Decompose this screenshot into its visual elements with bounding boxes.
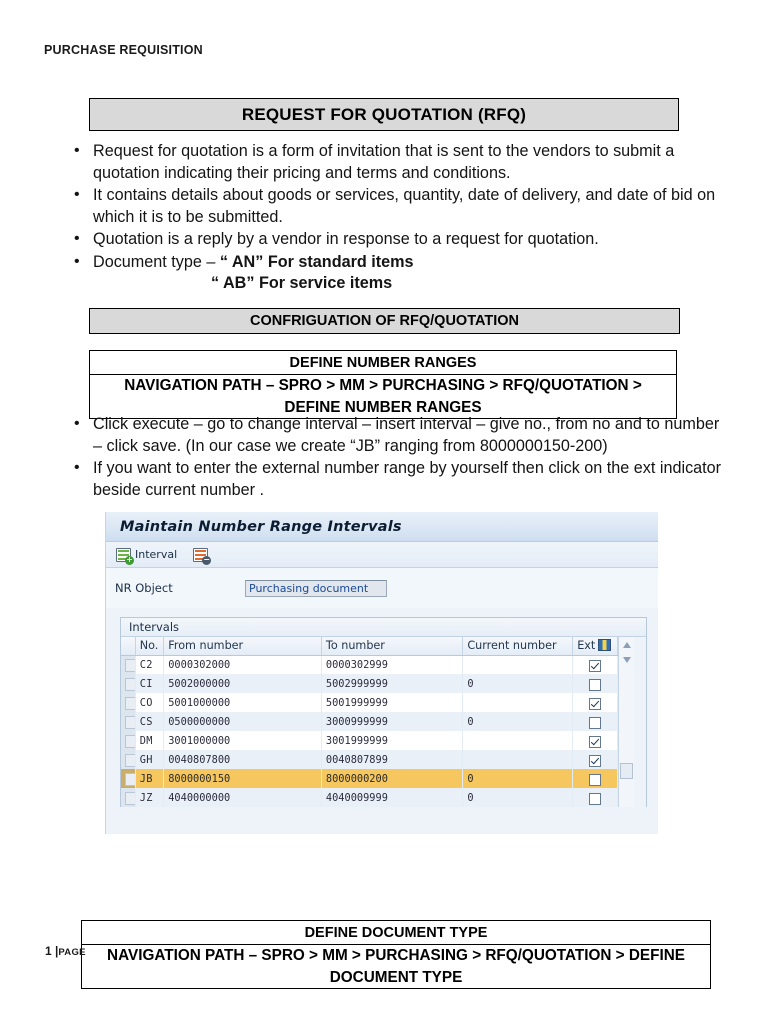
table-row[interactable] [121,712,618,731]
cell-ext-checkbox[interactable] [573,712,618,731]
table-row[interactable] [121,731,618,750]
column-header-ext-label: Ext [577,639,596,653]
cell-from-number[interactable]: 5002000000 [164,674,322,693]
page-footer [45,944,86,958]
decorative-rule-right [536,374,676,375]
minus-badge-icon: − [203,555,210,564]
sap-title-bar [106,512,658,542]
cell-current-number[interactable] [463,731,573,750]
table-header-row [121,637,618,655]
decorative-rule-left [82,944,270,945]
decorative-rule-right [512,944,710,945]
insert-interval-label: Interval [135,548,178,561]
navbox-title: DEFINE DOCUMENT TYPE [304,925,488,941]
sap-toolbar [106,542,658,568]
cell-from-number[interactable]: 0040807800 [164,750,322,769]
plus-badge-icon: + [126,555,133,564]
table-settings-icon[interactable] [598,639,611,651]
cell-from-number[interactable]: 5001000000 [164,693,322,712]
checkbox-unchecked-icon[interactable] [589,774,601,786]
cell-current-number[interactable]: 0 [463,674,573,693]
cell-to-number[interactable]: 0000302999 [321,655,462,674]
cell-no[interactable]: GH [135,750,163,769]
cell-current-number[interactable]: 0 [463,712,573,731]
section-banner-configuration: CONFRIGUATION OF RFQ/QUOTATION [89,308,680,334]
row-select-cell[interactable] [121,693,135,712]
checkbox-checked-icon[interactable] [589,660,601,672]
navbox-path-line-1: NAVIGATION PATH – SPRO > MM > PURCHASING > RFQ/QUOTATION > [90,374,676,397]
cell-ext-checkbox[interactable] [573,655,618,674]
list-item: • If you want to enter the external number range by yourself then click on the ext indicator beside current number . [66,458,728,501]
sap-window-title: Maintain Number Range Intervals [120,518,402,535]
cell-ext-checkbox[interactable] [573,769,618,788]
cell-to-number[interactable]: 5002999999 [321,674,462,693]
row-select-cell[interactable] [121,750,135,769]
checkbox-unchecked-icon[interactable] [589,679,601,691]
cell-ext-checkbox[interactable] [573,750,618,769]
table-row[interactable] [121,769,618,788]
list-item: • It contains details about goods or services, quantity, date of delivery, and date of bid on which it is to be submitted. [66,185,726,228]
column-header-ext[interactable] [573,637,618,655]
cell-current-number[interactable]: 0 [463,788,573,807]
row-select-cell[interactable] [121,731,135,750]
checkbox-unchecked-icon[interactable] [589,793,601,805]
navbox-title: DEFINE NUMBER RANGES [289,355,477,371]
grid-vertical-scrollbar[interactable] [618,637,634,807]
cell-no[interactable]: CS [135,712,163,731]
cell-from-number[interactable]: 4040000000 [164,788,322,807]
cell-to-number[interactable]: 8000000200 [321,769,462,788]
row-select-box [125,792,135,805]
navbox-path-line-2: DEFINE NUMBER RANGES [284,398,482,416]
list-item-document-type [66,252,726,295]
intervals-panel-caption: Intervals [121,618,646,637]
table-row[interactable] [121,655,618,674]
checkbox-checked-icon[interactable] [589,736,601,748]
rfq-bullet-list [66,141,726,296]
nr-object-label: NR Object [115,581,173,595]
table-row[interactable] [121,750,618,769]
list-item: • Quotation is a reply by a vendor in response to a request for quotation. [66,229,726,251]
row-select-box [125,716,135,729]
row-select-box [125,659,135,672]
cell-no[interactable]: CO [135,693,163,712]
navigation-path-box-number-ranges [89,350,677,419]
cell-ext-checkbox[interactable] [573,693,618,712]
scroll-down-arrow-icon[interactable] [619,652,634,667]
checkbox-checked-icon[interactable] [589,755,601,767]
intervals-grid [121,637,618,807]
cell-ext-checkbox[interactable] [573,731,618,750]
delete-interval-button[interactable] [193,548,208,562]
table-row[interactable] [121,674,618,693]
row-select-box [125,773,135,786]
list-item: • Click execute – go to change interval – insert interval – give no., from no and to number – click save. (In our case we create “JB” ranging from 8000000150-200) [66,414,728,457]
cell-from-number[interactable]: 3001000000 [164,731,322,750]
row-select-cell[interactable] [121,769,135,788]
navbox-path-line-2: DOCUMENT TYPE [329,968,463,986]
cell-from-number[interactable]: 8000000150 [164,769,322,788]
document-type-lead: Document type – [93,252,220,271]
cell-no[interactable]: DM [135,731,163,750]
row-select-box [125,697,135,710]
sap-screenshot-maintain-number-range-intervals [105,512,658,834]
cell-to-number[interactable]: 0040807899 [321,750,462,769]
row-select-cell[interactable] [121,674,135,693]
row-select-cell[interactable] [121,655,135,674]
steps-bullet-list [66,414,728,502]
decorative-rule-left [90,374,250,375]
column-header-from-number[interactable]: From number [164,637,322,655]
insert-interval-button[interactable] [116,548,177,562]
page-label: PAGE [58,947,86,958]
scroll-up-arrow-icon[interactable] [619,637,634,652]
navigation-path-box-document-type [81,920,711,989]
scrollbar-thumb[interactable] [620,763,633,779]
cell-from-number[interactable]: 0000302000 [164,655,322,674]
intervals-table [121,637,618,807]
cell-current-number[interactable]: 0 [463,769,573,788]
sap-form-area [106,568,658,608]
cell-to-number[interactable]: 3000999999 [321,712,462,731]
cell-from-number[interactable]: 0500000000 [164,712,322,731]
row-select-box [125,735,135,748]
nr-object-input[interactable]: Purchasing document [245,580,387,597]
cell-to-number[interactable]: 4040009999 [321,788,462,807]
page-number: 1 | [45,944,59,958]
checkbox-checked-icon[interactable] [589,698,601,710]
cell-current-number[interactable] [463,693,573,712]
intervals-grid-wrapper [121,637,646,807]
document-type-an: “ AN” For standard items [219,252,414,271]
cell-ext-checkbox[interactable] [573,788,618,807]
cell-no[interactable]: JB [135,769,163,788]
cell-no[interactable]: CI [135,674,163,693]
row-select-cell[interactable] [121,788,135,807]
select-all-header[interactable] [121,637,135,655]
intervals-table-body [121,655,618,807]
cell-current-number[interactable] [463,655,573,674]
insert-interval-icon [116,548,131,562]
column-header-no[interactable]: No. [135,637,163,655]
checkbox-unchecked-icon[interactable] [589,717,601,729]
cell-current-number[interactable] [463,750,573,769]
navbox-path-line-1: NAVIGATION PATH – SPRO > MM > PURCHASING > RFQ/QUOTATION > DEFINE [82,944,710,967]
section-banner-rfq: REQUEST FOR QUOTATION (RFQ) [89,98,679,131]
cell-no[interactable]: JZ [135,788,163,807]
row-select-box [125,678,135,691]
cell-ext-checkbox[interactable] [573,674,618,693]
column-header-current-number[interactable]: Current number [463,637,573,655]
cell-to-number[interactable]: 3001999999 [321,731,462,750]
document-type-ab: “ AB” For service items [211,274,393,293]
cell-no[interactable]: C2 [135,655,163,674]
row-select-box [125,754,135,767]
row-select-cell[interactable] [121,712,135,731]
list-item: • Request for quotation is a form of invitation that is sent to the vendors to submit a quotation indicating their pricing and terms and conditions. [66,141,726,184]
intervals-panel [120,617,647,807]
column-header-to-number[interactable]: To number [321,637,462,655]
grid-right-padding [634,637,646,807]
table-row[interactable] [121,788,618,807]
delete-interval-icon [193,548,208,562]
table-row[interactable] [121,693,618,712]
running-header: PURCHASE REQUISITION [44,43,203,57]
cell-to-number[interactable]: 5001999999 [321,693,462,712]
